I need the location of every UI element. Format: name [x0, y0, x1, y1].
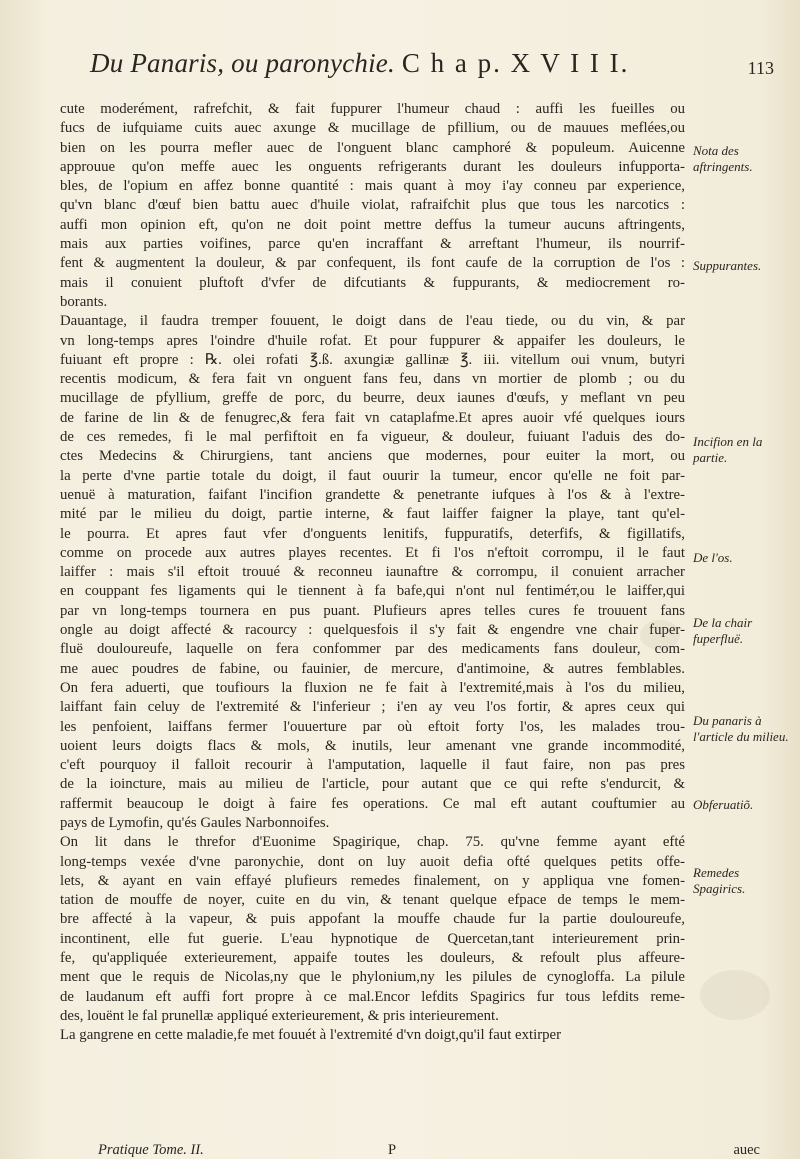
margin-note-panaris-milieu: Du panaris à l'article du milieu. [693, 713, 789, 744]
text-line: fe, qu'appliquée exterieurement, appaife toutes les douleurs, & refoult plus affeure- [60, 950, 685, 967]
text-line: mité par le milieu du doigt, partie interne, & faut laiffer faigner la playe, tant qu'el- [60, 506, 685, 523]
text-line: approuue qu'on meffe auec les onguents refrigerants durant les douleurs infupporta- [60, 158, 685, 175]
text-line: les penfoient, laiffans fermer l'ouuerture par où eftoit forty l'os, les malades trou- [60, 718, 685, 735]
text-line: laiffant fain celuy de l'extremité & l'inferieur ; i'en ay veu l'os fortir, & apres ceux qui [60, 699, 685, 716]
text-line: fucs de iufquiame cuits auec axunge & mucillage de pfillium, ou de mauues meflées,ou [60, 120, 685, 137]
running-title-text: Du Panaris, ou paronychie. [90, 48, 395, 78]
text-line: par vn long-temps tournera en pus puant. Plufieurs apres telles cures fe trouuent fans [60, 602, 685, 619]
signature-mark: P [388, 1142, 397, 1158]
text-line: mais aux parties voifines, parce qu'en incraffant & arreftant l'humeur, ils nourrif- [60, 236, 685, 253]
margin-note-incifion: Incifion en la partie. [693, 434, 763, 465]
margin-note-os: De l'os. [693, 550, 733, 565]
text-line: ctes Medecins & Chirurgiens, tant anciens que modernes, pour euiter la mort, ou [60, 448, 685, 465]
text-line: de laudanum eft auffi fort propre à ce mal.Encor lefdits Spagirics fur tous lefdits reme- [60, 988, 685, 1005]
text-line: me auec poudres de fabine, ou fauinier, de mercure, d'antimoine, & autres femblables. [60, 660, 685, 677]
signature-title: Pratique Tome. II. [98, 1142, 204, 1158]
margin-note-obferuation: Obferuatiõ. [693, 797, 754, 812]
text-line: des, louënt le fal prunellæ appliqué exterieurement, & pris interieurement. [60, 1007, 499, 1024]
text-line: comme on procede aux autres playes recentes. Et fi l'os n'eftoit corrompu, il le faut [60, 544, 685, 561]
text-line: La gangrene en cette maladie,fe met fouuét à l'extremité d'vn doigt,qu'il faut extirper [60, 1027, 562, 1044]
text-line: de la ioincture, mais au milieu de l'article, pour autant que ce qui refte s'endurcit, & [60, 776, 685, 793]
margin-note-chair: De la chair fuperfluë. [693, 615, 753, 646]
text-line: bien on les pourra mefler auec de l'onguent blanc camphoré & populeum. Auicenne [60, 139, 685, 156]
text-line: vn long-temps apres l'oindre d'huile rofat. Et pour fuppurer & appaifer les douleurs, le [60, 332, 685, 349]
catchword: auec [733, 1142, 760, 1158]
text-line: incontinent, elle fut guerie. L'eau hypnotique de Quercetan,tant interieurement prin- [60, 930, 685, 947]
margin-note-remedes: Remedes Spagirics. [693, 865, 746, 896]
text-line: bre affecté à la vapeur, & puis appofant la mouffe chaude fur la partie douloureufe, [60, 911, 685, 928]
text-line: recentis modicum, & fera fait vn onguent fans feu, dans vn mortier de plomb ; ou du [60, 371, 685, 388]
text-line: c'eft pourquoy il falloit recourir à l'amputation, laquelle il faut faire, non pas pres [60, 757, 685, 774]
text-line: ment que le requis de Nicolas,ny que le phylonium,ny les pilules de cynogloffa. La pilule [60, 969, 685, 986]
text-line: la perte d'vne partie totale du doigt, il faut ouurir la tumeur, encor qu'elle ne foit par- [60, 467, 685, 484]
text-line: cute moderément, rafrefchit, & fait fuppurer l'humeur chaud : auffi les fueilles ou [60, 101, 685, 117]
margin-note-suppurantes: Suppurantes. [693, 258, 762, 273]
body-text [60, 100, 685, 1046]
text-line: On fera aduerti, que toufiours la fluxion ne fe fait à l'extremité,mais à l'os du milieu, [60, 679, 685, 696]
text-line: qu'vn blanc d'œuf bien battu auec d'huile violat, rafraifchit plus que tous les narcotics : [60, 197, 685, 214]
text-line: de ces remedes, fi le mal perfiftoit en fa vigueur, & douleur, fuiuant l'aduis des do- [60, 429, 685, 446]
running-title [90, 48, 629, 79]
text-line: auffi mon opinion eft, qu'on ne doit point mettre deffus la tumeur aucuns aftringents, [60, 216, 685, 233]
text-line: le pourra. Et apres faut vfer d'onguents lenitifs, fuppuratifs, deterfifs, & figillatifs, [60, 525, 685, 542]
text-line: bles, de l'opium en affez bonne quantité : mais quant à moy i'ay conneu par experience, [60, 178, 685, 195]
text-line: raffermit beaucoup le doigt à faire fes operations. Ce mal eft autant couftumier au [60, 795, 685, 812]
text-line: en couppant fes ligaments qui le tiennent à fa bafe,qui n'ont nul fentiméт,ou le laiffer,qui [60, 583, 685, 600]
text-line: long-temps vexée d'vne paronychie, dont on luy auoit defia ofté quelques petits offe- [60, 853, 685, 870]
text-line: On lit dans le threfor d'Euonime Spagirique, chap. 75. qu'vne femme ayant efté [60, 834, 685, 851]
text-line: fent & augmentent la douleur, & par confequent, ils font caufe de la corruption de l'os : [60, 255, 685, 272]
page-number: 113 [747, 58, 774, 78]
text-line: ongle au doigt affecté & racourcy : quelquesfois il s'y fait & engendre vne chair fuper- [60, 622, 685, 639]
text-line: laiffer : mais s'il eftoit trouué & reconneu iaunaftre & corrompu, il conuient arracher [60, 564, 685, 581]
text-line: de farine de lin & de fenugrec,& fera fait vn cataplafme.Et apres auoir vfé quelques iours [60, 409, 685, 426]
text-line: uoient leurs doigts flacs & mols, & inutils, leur amenant vne grande incommodité, [60, 737, 685, 754]
text-line: mucillage de pfyllium, greffe de porc, du beurre, deux iaunes d'œufs, y meflant vn peu [60, 390, 685, 407]
text-line: fuiuant eft propre : ℞. olei rofati ℥.ß. axungiæ gallinæ ℥. iii. vitellum oui vnum, butyri [60, 351, 685, 368]
text-line: Dauantage, il faudra tremper fouuent, le doigt dans de l'eau tiede, ou du vin, & par [60, 313, 685, 330]
text-line: lets, & ayant en vain effayé plufieurs remedes finalement, on y appliqua vne fomen- [60, 872, 685, 889]
page-header [90, 48, 780, 88]
text-line: pays de Lymofin, qu'és Gaules Narbonnoifes. [60, 814, 330, 831]
text-line: tation de mouffe de noyer, cuite en du vin, & tenant quelque efpace de temps le mem- [60, 892, 685, 909]
margin-note-aftringents: Nota des aftringents. [693, 143, 753, 174]
text-line: borants. [60, 293, 108, 310]
text-line: fluë douloureufe, laquelle on fera confommer par des medicaments fans douleur, com- [60, 641, 685, 658]
chapter-label: C h a p. X V I I I. [401, 48, 630, 78]
text-line: uenuë à maturation, faifant l'incifion grandette & penetrante iufques à l'os & à l'extre- [60, 486, 685, 503]
text-line: mais il conuient pluftoft d'vfer de difcutiants & fuppurants, & mediocrement ro- [60, 274, 685, 291]
page-footer [98, 1142, 760, 1159]
